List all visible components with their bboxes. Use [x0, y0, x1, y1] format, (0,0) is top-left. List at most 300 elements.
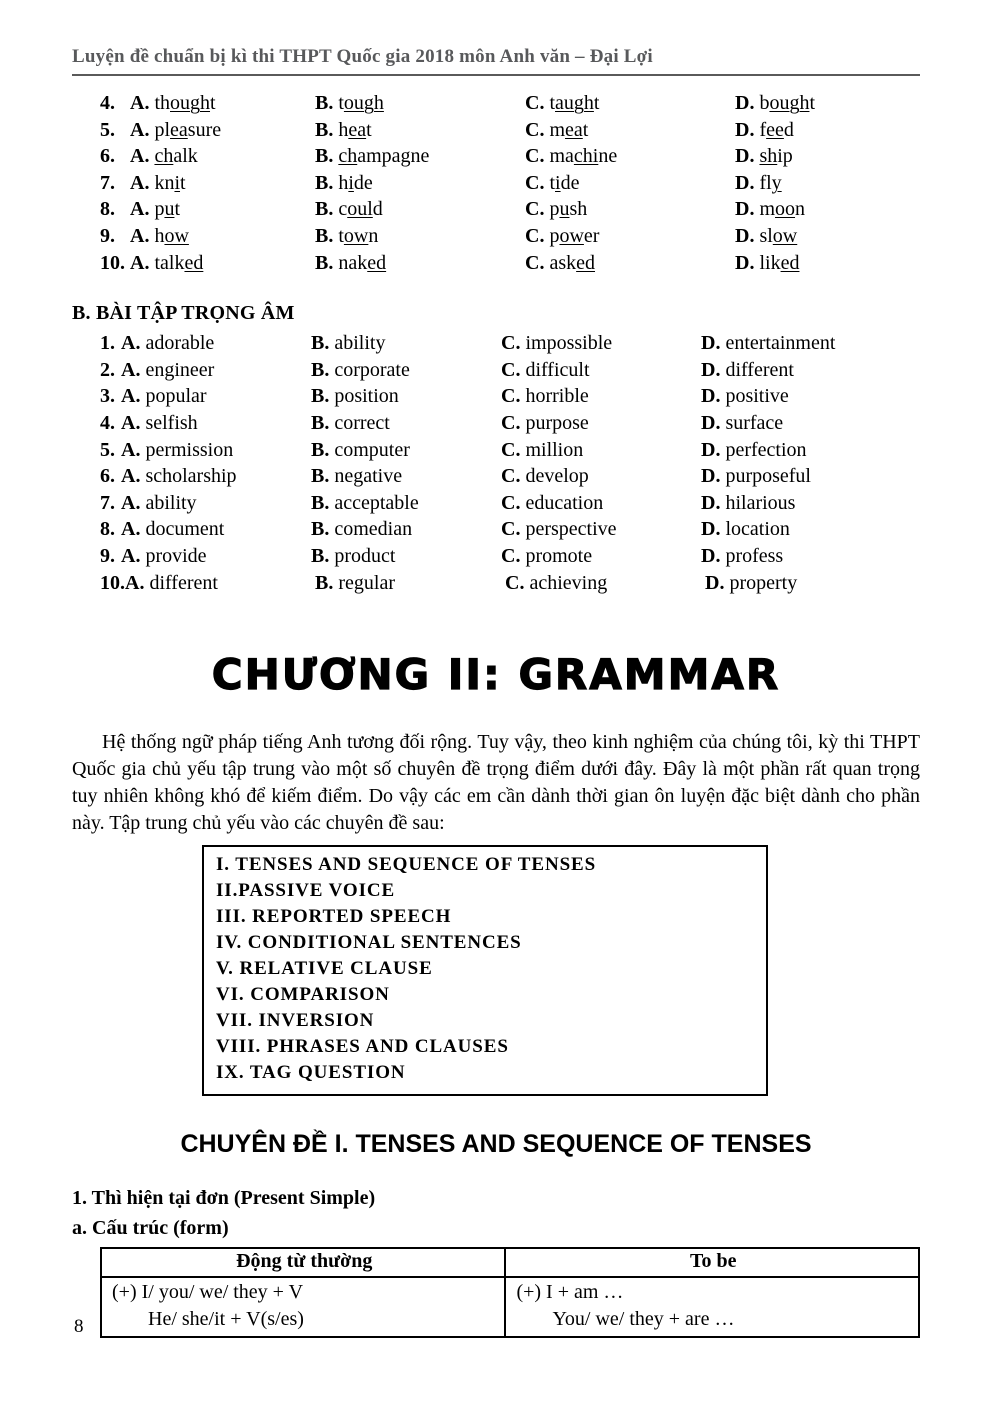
form-table-cell-line: He/ she/it + V(s/es)	[148, 1308, 304, 1331]
word-prefix: t	[338, 92, 344, 114]
header-title: Luyện đề chuẩn bị kì thi THPT Quốc gia 2018 môn Anh văn – Đại Lợi	[72, 46, 653, 67]
answer-option	[705, 570, 920, 597]
option-label: C.	[501, 358, 521, 381]
option-word	[338, 252, 386, 274]
intro-paragraph: Hệ thống ngữ pháp tiếng Anh tương đối rộng. Tuy vậy, theo kinh nghiệm của chúng tôi, kỳ thi THPT Quốc gia chủ yếu tập trung vào một số chuyên đề trọng điểm dưới đây. Đây là một phần rất quan trọng tuy nhiên không khó để kiếm điểm. Do vậy các em cần dành thời gian ôn luyện đặc biệt dành cho phần này. Tập trung chủ yếu vào các chuyên đề sau:	[72, 731, 920, 835]
answer-option	[311, 543, 501, 570]
topic-item: V. RELATIVE CLAUSE	[216, 958, 433, 980]
option-word: different	[149, 571, 218, 594]
answer-option	[121, 516, 311, 543]
option-word	[338, 145, 429, 167]
form-table-cell	[505, 1277, 919, 1337]
word-underlined-part: ough	[343, 92, 384, 114]
topic-item: II.PASSIVE VOICE	[216, 880, 396, 902]
option-word: profess	[725, 544, 784, 567]
option-word	[549, 172, 579, 194]
option-label: B.	[311, 438, 330, 461]
word-suffix: t	[593, 92, 600, 114]
question-row	[100, 143, 920, 170]
present-simple-heading: 1. Thì hiện tại đơn (Present Simple)	[72, 1187, 376, 1210]
answer-option	[311, 490, 501, 517]
word-suffix: n	[368, 224, 379, 247]
word-suffix: alk	[173, 145, 198, 168]
question-number: 10.	[100, 251, 125, 274]
option-label: A.	[121, 411, 141, 434]
option-word: ability	[145, 491, 197, 514]
option-word: corporate	[334, 358, 410, 381]
option-label: C.	[501, 465, 521, 488]
option-word: impossible	[525, 332, 613, 355]
option-word: provide	[145, 544, 207, 567]
word-prefix: sl	[759, 224, 773, 247]
answer-option	[501, 490, 701, 517]
answer-option	[735, 250, 920, 277]
topic-item: VIII. PHRASES AND CLAUSES	[216, 1036, 509, 1058]
option-label: A.	[121, 358, 141, 381]
option-word: purposeful	[725, 465, 811, 488]
word-prefix: ma	[549, 145, 574, 168]
answer-option	[130, 250, 315, 277]
option-label: A.	[121, 518, 141, 541]
option-label: A.	[121, 438, 141, 461]
word-underlined-part: ed	[184, 251, 204, 274]
answer-option	[125, 570, 315, 597]
answer-option	[525, 117, 735, 144]
topic-item: IX. TAG QUESTION	[216, 1062, 406, 1084]
option-label: C.	[501, 411, 521, 434]
option-label: C.	[505, 571, 525, 594]
question-row	[100, 437, 920, 464]
word-underlined-part: ch	[338, 145, 358, 168]
option-label: B.	[311, 411, 330, 434]
answer-option	[525, 143, 735, 170]
option-label: B.	[315, 198, 334, 221]
answer-option	[121, 330, 311, 357]
word-underlined-part: ow	[343, 224, 369, 247]
word-underlined-part: ed	[576, 251, 596, 274]
answer-option	[501, 437, 701, 464]
option-label: B.	[315, 118, 334, 141]
question-number: 7.	[100, 171, 115, 194]
word-prefix: fl	[759, 171, 772, 194]
option-label: B.	[315, 251, 334, 274]
answer-option	[701, 437, 920, 464]
option-label: D.	[735, 145, 755, 168]
answer-option	[501, 383, 701, 410]
answer-option	[735, 143, 920, 170]
answer-option	[501, 410, 701, 437]
option-label: B.	[311, 332, 330, 355]
option-word	[549, 145, 617, 167]
option-word	[759, 119, 793, 141]
option-word: million	[525, 438, 584, 461]
option-label: C.	[525, 251, 545, 274]
answer-option	[735, 196, 920, 223]
option-word	[154, 225, 188, 247]
topic-item: III. REPORTED SPEECH	[216, 906, 452, 928]
word-underlined-part: chi	[573, 145, 599, 168]
option-word: positive	[725, 385, 789, 408]
question-number: 3.	[100, 385, 115, 408]
answer-option	[311, 410, 501, 437]
word-underlined-part: ed	[780, 251, 800, 274]
option-word	[338, 119, 371, 141]
word-suffix: t	[809, 92, 816, 114]
option-word: property	[729, 571, 798, 594]
word-prefix: lik	[759, 251, 781, 274]
option-label: D.	[701, 438, 721, 461]
option-word: adorable	[145, 332, 215, 355]
question-number: 1.	[100, 332, 115, 355]
option-label: A.	[130, 198, 150, 221]
option-label: A.	[130, 224, 150, 247]
answer-option	[121, 357, 311, 384]
form-table-header-cell: To be	[505, 1248, 919, 1277]
topic-item: IV. CONDITIONAL SENTENCES	[216, 932, 522, 954]
question-number: 9.	[100, 544, 115, 567]
answer-option	[701, 543, 920, 570]
option-label: C.	[525, 171, 545, 194]
option-label: D.	[735, 251, 755, 274]
form-table-cell-line: (+) I + am …	[516, 1281, 624, 1304]
form-table-cell-line: You/ we/ they + are …	[552, 1308, 735, 1331]
answer-option	[701, 383, 920, 410]
option-label: B.	[311, 491, 330, 514]
question-number: 5.	[100, 118, 115, 141]
option-label: D.	[701, 332, 721, 355]
question-number: 7.	[100, 491, 115, 514]
option-label: B.	[315, 571, 334, 594]
word-prefix: t	[338, 224, 344, 247]
chapter-title: CHƯƠNG II: GRAMMAR	[211, 650, 781, 700]
answer-option	[701, 357, 920, 384]
answer-option	[311, 516, 501, 543]
answer-option	[735, 223, 920, 250]
answer-option	[701, 490, 920, 517]
question-row	[100, 223, 920, 250]
question-row	[100, 357, 920, 384]
word-prefix: m	[549, 118, 566, 141]
answer-option	[735, 170, 920, 197]
option-word: surface	[725, 411, 784, 434]
word-underlined-part: oo	[775, 198, 796, 221]
option-word	[549, 198, 587, 220]
question-row	[100, 330, 920, 357]
word-prefix: t	[549, 92, 556, 114]
word-underlined-part: i	[555, 171, 561, 194]
tenses-section-heading: CHUYÊN ĐỀ I. TENSES AND SEQUENCE OF TENSES	[180, 1130, 812, 1159]
option-word: comedian	[334, 518, 413, 541]
answer-option	[311, 383, 501, 410]
option-word: horrible	[525, 385, 589, 408]
option-label: B.	[311, 358, 330, 381]
pronunciation-question-list	[72, 90, 920, 276]
option-word	[154, 252, 203, 274]
answer-option	[525, 250, 735, 277]
answer-option	[525, 196, 735, 223]
word-prefix: f	[759, 118, 767, 141]
option-word: computer	[334, 438, 410, 461]
option-word	[759, 225, 797, 247]
question-row	[100, 570, 920, 597]
topic-item: VI. COMPARISON	[216, 984, 390, 1006]
option-label: D.	[735, 92, 755, 114]
option-word: difficult	[525, 358, 590, 381]
word-prefix: t	[549, 171, 556, 194]
option-label: C.	[501, 438, 521, 461]
question-number: 4.	[100, 411, 115, 434]
answer-option	[121, 463, 311, 490]
option-word: position	[334, 385, 399, 408]
option-label: A.	[130, 92, 150, 114]
option-word	[154, 198, 180, 220]
question-number: 10.	[100, 571, 125, 594]
answer-option	[701, 463, 920, 490]
question-row	[100, 516, 920, 543]
question-row	[100, 383, 920, 410]
word-underlined-part: ough	[170, 92, 211, 114]
word-prefix: pl	[154, 118, 171, 141]
question-row	[100, 250, 920, 277]
option-label: C.	[525, 118, 545, 141]
option-word: achieving	[529, 571, 608, 594]
stress-section-heading: B. BÀI TẬP TRỌNG ÂM	[72, 302, 295, 325]
word-prefix: b	[759, 92, 770, 114]
option-word	[154, 92, 215, 114]
option-word: location	[725, 518, 790, 541]
word-suffix: er	[583, 224, 600, 247]
question-row	[100, 490, 920, 517]
word-underlined-part: ch	[154, 145, 174, 168]
topic-item: I. TENSES AND SEQUENCE OF TENSES	[216, 854, 597, 876]
topics-box	[202, 845, 768, 1096]
form-table	[100, 1247, 920, 1338]
word-prefix: ask	[549, 251, 577, 274]
word-underlined-part: ow	[164, 224, 189, 247]
option-label: C.	[501, 544, 521, 567]
option-word	[759, 145, 792, 167]
answer-option	[315, 196, 525, 223]
option-label: A.	[125, 571, 145, 594]
option-label: C.	[501, 385, 521, 408]
option-word: hilarious	[725, 491, 796, 514]
option-label: C.	[525, 145, 545, 168]
option-label: B.	[315, 171, 334, 194]
word-suffix: ampagne	[357, 145, 430, 168]
answer-option	[121, 410, 311, 437]
word-underlined-part: i	[174, 171, 181, 194]
word-prefix: h	[338, 171, 349, 194]
option-label: D.	[701, 544, 721, 567]
option-word	[549, 119, 588, 141]
option-label: C.	[501, 491, 521, 514]
topic-item: VII. INVERSION	[216, 1010, 375, 1032]
answer-option	[311, 437, 501, 464]
option-label: A.	[121, 465, 141, 488]
option-word	[759, 92, 815, 114]
answer-option	[501, 330, 701, 357]
answer-option	[121, 437, 311, 464]
answer-option	[121, 543, 311, 570]
word-prefix: h	[338, 118, 349, 141]
word-underlined-part: ea	[565, 118, 583, 141]
answer-option	[130, 117, 315, 144]
option-word	[338, 198, 382, 220]
form-table-cell	[101, 1277, 505, 1337]
option-label: D.	[735, 118, 755, 141]
option-word: popular	[145, 385, 207, 408]
option-word	[549, 225, 599, 247]
option-label: D.	[701, 518, 721, 541]
word-underlined-part: i	[348, 171, 354, 194]
word-underlined-part: augh	[555, 92, 594, 114]
option-word: promote	[525, 544, 593, 567]
word-suffix: t	[582, 118, 589, 141]
option-label: C.	[525, 224, 545, 247]
word-prefix: p	[154, 198, 165, 221]
question-row	[100, 170, 920, 197]
option-word	[759, 172, 781, 194]
word-underlined-part: ow	[772, 224, 798, 247]
option-label: B.	[311, 385, 330, 408]
option-word	[759, 252, 799, 274]
question-number: 9.	[100, 224, 115, 247]
answer-option	[130, 196, 315, 223]
word-suffix: sh	[569, 198, 588, 221]
answer-option	[130, 90, 315, 117]
option-word: ability	[334, 332, 386, 355]
option-word: negative	[334, 465, 403, 488]
question-row	[100, 90, 920, 117]
option-label: B.	[315, 224, 334, 247]
page-number: 8	[74, 1316, 84, 1337]
word-prefix: nak	[338, 251, 368, 274]
answer-option	[505, 570, 705, 597]
word-suffix: d	[783, 118, 794, 141]
option-label: D.	[735, 171, 755, 194]
word-underlined-part: u	[559, 198, 570, 221]
option-word: regular	[338, 571, 395, 594]
word-suffix: ne	[598, 145, 618, 168]
answer-option	[525, 90, 735, 117]
question-row	[100, 410, 920, 437]
option-label: B.	[311, 518, 330, 541]
word-underlined-part: sh	[759, 145, 778, 168]
option-label: C.	[501, 332, 521, 355]
option-word: correct	[334, 411, 390, 434]
word-prefix: c	[338, 198, 348, 221]
answer-option	[701, 516, 920, 543]
word-underlined-part: oul	[347, 198, 373, 221]
word-underlined-part: ow	[559, 224, 584, 247]
option-word: permission	[145, 438, 234, 461]
answer-option	[315, 90, 525, 117]
answer-option	[315, 170, 525, 197]
question-number: 8.	[100, 198, 115, 221]
answer-option	[315, 250, 525, 277]
option-word: education	[525, 491, 604, 514]
word-suffix: t	[366, 118, 372, 141]
option-word: scholarship	[145, 465, 237, 488]
answer-option	[130, 223, 315, 250]
option-word: selfish	[145, 411, 198, 434]
answer-option	[315, 570, 505, 597]
word-suffix: t	[210, 92, 216, 114]
option-label: A.	[121, 544, 141, 567]
answer-option	[130, 170, 315, 197]
option-word	[154, 119, 221, 141]
option-word: different	[725, 358, 794, 381]
option-label: A.	[130, 171, 150, 194]
question-row	[100, 196, 920, 223]
option-label: C.	[501, 518, 521, 541]
answer-option	[501, 357, 701, 384]
word-prefix: p	[549, 224, 560, 247]
answer-option	[501, 516, 701, 543]
option-label: C.	[525, 198, 545, 221]
answer-option	[121, 490, 311, 517]
option-word	[549, 92, 599, 114]
answer-option	[501, 463, 701, 490]
option-label: D.	[701, 465, 721, 488]
answer-option	[315, 143, 525, 170]
answer-option	[701, 330, 920, 357]
option-word: document	[145, 518, 225, 541]
option-word: entertainment	[725, 332, 836, 355]
option-word: acceptable	[334, 491, 419, 514]
option-word	[154, 145, 197, 167]
word-underlined-part: ed	[367, 251, 387, 274]
word-suffix: t	[180, 171, 186, 194]
question-number: 5.	[100, 438, 115, 461]
option-word: perspective	[525, 518, 617, 541]
answer-option	[311, 463, 501, 490]
form-table-header-cell: Động từ thường	[101, 1248, 505, 1277]
word-suffix: sure	[187, 118, 222, 141]
option-label: B.	[315, 92, 334, 114]
option-label: D.	[735, 224, 755, 247]
answer-option	[735, 90, 920, 117]
option-label: B.	[311, 544, 330, 567]
form-table-row	[101, 1277, 919, 1337]
answer-option	[701, 410, 920, 437]
option-word: perfection	[725, 438, 807, 461]
stress-question-list	[72, 330, 920, 596]
word-suffix: t	[174, 198, 181, 221]
option-word: engineer	[145, 358, 215, 381]
option-word: product	[334, 544, 396, 567]
word-underlined-part: u	[164, 198, 175, 221]
option-label: C.	[525, 92, 545, 114]
option-label: A.	[121, 332, 141, 355]
word-suffix: de	[353, 171, 373, 194]
form-table-header-row	[101, 1248, 919, 1277]
word-underlined-part: ee	[766, 118, 784, 141]
answer-option	[525, 223, 735, 250]
word-prefix: th	[154, 92, 171, 114]
option-label: A.	[130, 251, 150, 274]
option-word: purpose	[525, 411, 589, 434]
option-label: D.	[701, 491, 721, 514]
word-underlined-part: ea	[348, 118, 367, 141]
option-label: A.	[130, 118, 150, 141]
option-word	[759, 198, 805, 220]
option-word	[338, 172, 372, 194]
answer-option	[311, 330, 501, 357]
word-prefix: p	[549, 198, 560, 221]
answer-option	[525, 170, 735, 197]
page-header	[72, 46, 920, 76]
